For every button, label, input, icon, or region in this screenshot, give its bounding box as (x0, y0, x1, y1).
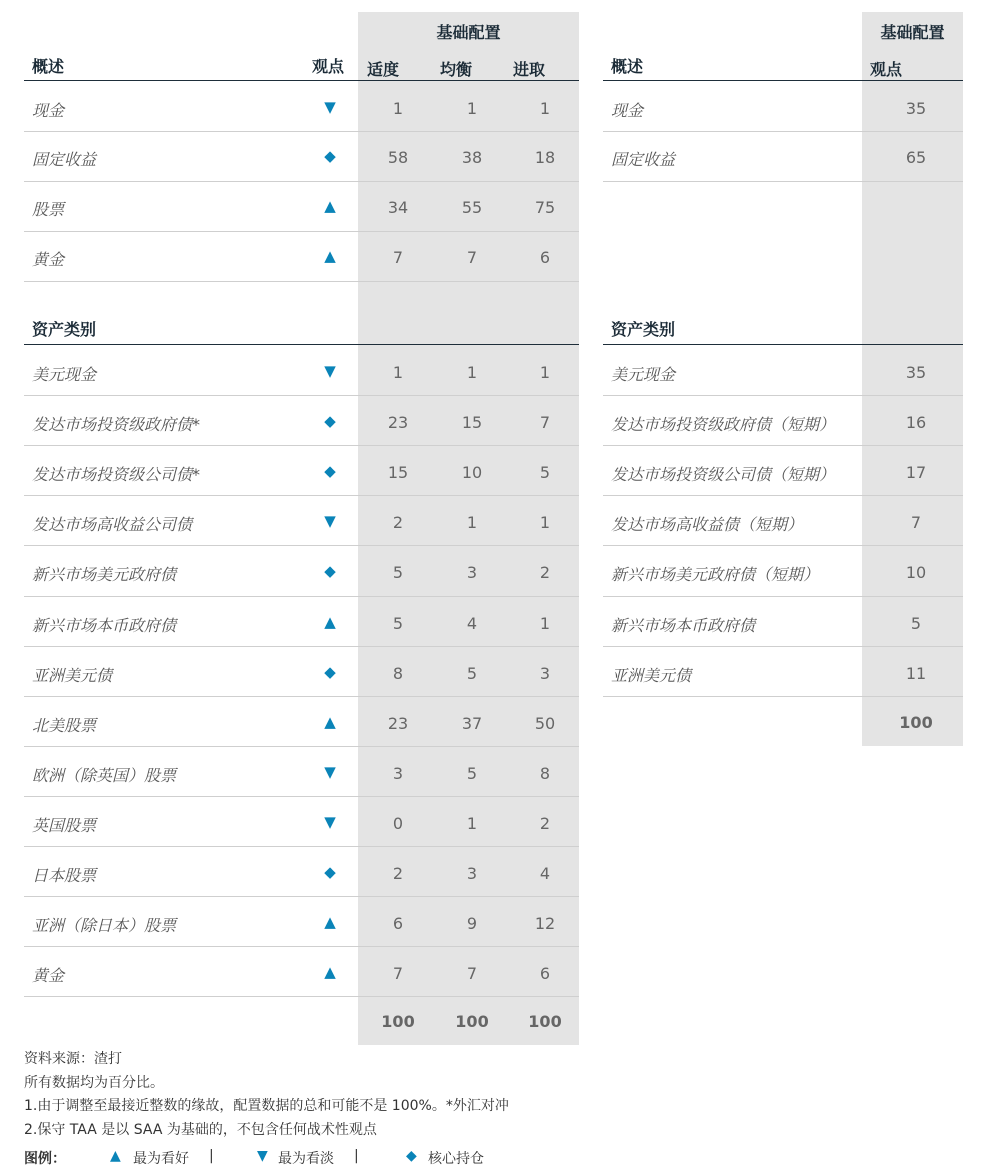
value-conservative: 6 (392, 914, 404, 933)
value-aggressive: 3 (539, 664, 551, 683)
row-label: 发达市场高收益公司债 (32, 515, 193, 534)
row-divider (603, 495, 963, 496)
down-icon: ▼ (324, 813, 336, 831)
value-base: 10 (905, 563, 927, 582)
left-col-view: 观点 (312, 57, 345, 76)
row-divider (24, 395, 579, 396)
value-aggressive: 18 (534, 148, 556, 167)
row-divider (603, 545, 963, 546)
value-conservative: 23 (387, 714, 409, 733)
down-icon: ▼ (324, 362, 336, 380)
taa-note: 2.保守 TAA 是以 SAA 为基础的，不包含任何战术性观点 (24, 1122, 377, 1138)
value-conservative: 8 (392, 664, 404, 683)
diamond-icon: ◆ (324, 663, 336, 681)
row-divider (603, 445, 963, 446)
down-icon: ▼ (324, 98, 336, 116)
left-asset-rule (24, 344, 579, 345)
value-aggressive: 8 (539, 764, 551, 783)
value-aggressive: 2 (539, 563, 551, 582)
up-icon: ▲ (324, 963, 336, 981)
row-divider (603, 646, 963, 647)
row-divider (24, 545, 579, 546)
row-divider (603, 181, 963, 182)
row-label: 黄金 (32, 250, 65, 269)
value-aggressive: 1 (539, 513, 551, 532)
diamond-icon: ◆ (324, 147, 336, 165)
value-conservative: 15 (387, 463, 409, 482)
left-col-summary: 概述 (32, 57, 65, 76)
value-balanced: 5 (466, 764, 478, 783)
row-divider (24, 896, 579, 897)
row-label: 新兴市场本币政府债 (32, 616, 177, 635)
value-conservative: 1 (392, 99, 404, 118)
value-base: 35 (905, 99, 927, 118)
left-col-balanced: 均衡 (440, 60, 473, 79)
value-balanced: 9 (466, 914, 478, 933)
legend-title: 图例： (24, 1151, 66, 1167)
row-label: 新兴市场本币政府债 (611, 616, 756, 635)
legend-separator: | (354, 1148, 359, 1164)
value-base: 35 (905, 363, 927, 382)
up-icon: ▲ (324, 197, 336, 215)
legend (24, 1148, 584, 1170)
up-icon: ▲ (110, 1148, 121, 1164)
row-divider (603, 696, 963, 697)
right-header-rule (603, 80, 963, 81)
value-conservative: 23 (387, 413, 409, 432)
value-base: 11 (905, 664, 927, 683)
value-aggressive: 6 (539, 964, 551, 983)
value-conservative: 0 (392, 814, 404, 833)
value-conservative: 1 (392, 363, 404, 382)
left-col-aggressive: 进取 (513, 60, 546, 79)
row-label: 英国股票 (32, 816, 97, 835)
row-divider (24, 696, 579, 697)
value-aggressive: 4 (539, 864, 551, 883)
value-balanced: 15 (461, 413, 483, 432)
left-group-header: 基础配置 (436, 23, 501, 42)
row-divider (603, 395, 963, 396)
row-label: 亚洲（除日本）股票 (32, 916, 177, 935)
row-label: 发达市场高收益债（短期） (611, 515, 804, 534)
value-balanced: 4 (466, 614, 478, 633)
value-conservative: 3 (392, 764, 404, 783)
legend-up-label: 最为看好 (133, 1151, 189, 1167)
right-total: 100 (899, 713, 933, 732)
row-label: 欧洲（除英国）股票 (32, 766, 177, 785)
right-group-header: 基础配置 (880, 23, 945, 42)
row-label: 发达市场投资级政府债* (32, 415, 201, 434)
value-conservative: 58 (387, 148, 409, 167)
row-label: 黄金 (32, 966, 65, 985)
value-base: 7 (910, 513, 922, 532)
value-aggressive: 1 (539, 99, 551, 118)
up-icon: ▲ (324, 713, 336, 731)
value-conservative: 7 (392, 964, 404, 983)
row-divider (24, 846, 579, 847)
right-asset-header: 资产类别 (611, 320, 676, 339)
value-balanced: 3 (466, 864, 478, 883)
diamond-icon: ◆ (406, 1148, 417, 1164)
right-asset-rule (603, 344, 963, 345)
legend-down-label: 最为看淡 (278, 1151, 334, 1167)
right-col-view: 观点 (870, 60, 903, 79)
row-label: 发达市场投资级公司债（短期） (611, 465, 836, 484)
value-balanced: 1 (466, 814, 478, 833)
value-balanced: 1 (466, 99, 478, 118)
row-label: 美元现金 (611, 365, 676, 384)
legend-separator: | (209, 1148, 214, 1164)
value-balanced: 55 (461, 198, 483, 217)
total-conservative: 100 (381, 1012, 415, 1031)
row-label: 新兴市场美元政府债 (32, 565, 177, 584)
value-base: 5 (910, 614, 922, 633)
row-divider (24, 131, 579, 132)
row-divider (24, 746, 579, 747)
diamond-icon: ◆ (324, 863, 336, 881)
value-aggressive: 12 (534, 914, 556, 933)
row-label: 亚洲美元债 (611, 666, 692, 685)
value-aggressive: 7 (539, 413, 551, 432)
row-label: 股票 (32, 200, 65, 219)
row-divider (24, 646, 579, 647)
row-divider (24, 281, 579, 282)
diamond-icon: ◆ (324, 412, 336, 430)
row-label: 固定收益 (32, 150, 97, 169)
value-balanced: 10 (461, 463, 483, 482)
row-divider (24, 181, 579, 182)
row-label: 美元现金 (32, 365, 97, 384)
row-label: 固定收益 (611, 150, 676, 169)
value-base: 17 (905, 463, 927, 482)
row-divider (603, 131, 963, 132)
value-balanced: 7 (466, 248, 478, 267)
value-balanced: 3 (466, 563, 478, 582)
value-base: 16 (905, 413, 927, 432)
down-icon: ▼ (324, 763, 336, 781)
value-balanced: 1 (466, 363, 478, 382)
diamond-icon: ◆ (324, 462, 336, 480)
up-icon: ▲ (324, 613, 336, 631)
source-note: 资料来源：渣打 (24, 1051, 122, 1067)
row-label: 发达市场投资级公司债* (32, 465, 201, 484)
total-aggressive: 100 (528, 1012, 562, 1031)
value-aggressive: 2 (539, 814, 551, 833)
row-divider (24, 231, 579, 232)
row-label: 新兴市场美元政府债（短期） (611, 565, 820, 584)
row-divider (603, 596, 963, 597)
value-conservative: 5 (392, 614, 404, 633)
value-conservative: 2 (392, 513, 404, 532)
value-aggressive: 6 (539, 248, 551, 267)
value-balanced: 5 (466, 664, 478, 683)
left-header-rule (24, 80, 579, 81)
up-icon: ▲ (324, 247, 336, 265)
percent-note: 所有数据均为百分比。 (24, 1075, 164, 1091)
value-aggressive: 75 (534, 198, 556, 217)
value-aggressive: 5 (539, 463, 551, 482)
row-divider (24, 796, 579, 797)
value-conservative: 2 (392, 864, 404, 883)
value-balanced: 37 (461, 714, 483, 733)
value-conservative: 7 (392, 248, 404, 267)
value-balanced: 7 (466, 964, 478, 983)
down-icon: ▼ (257, 1148, 268, 1164)
value-aggressive: 1 (539, 363, 551, 382)
value-balanced: 38 (461, 148, 483, 167)
right-col-summary: 概述 (611, 57, 644, 76)
value-conservative: 5 (392, 563, 404, 582)
rounding-note: 1.由于调整至最接近整数的缘故，配置数据的总和可能不是 100%。*外汇对冲 (24, 1098, 509, 1114)
row-divider (24, 445, 579, 446)
diamond-icon: ◆ (324, 562, 336, 580)
row-label: 亚洲美元债 (32, 666, 113, 685)
value-balanced: 1 (466, 513, 478, 532)
down-icon: ▼ (324, 512, 336, 530)
row-divider (24, 946, 579, 947)
row-label: 现金 (32, 101, 65, 120)
up-icon: ▲ (324, 913, 336, 931)
row-label: 日本股票 (32, 866, 97, 885)
value-aggressive: 50 (534, 714, 556, 733)
row-divider (24, 495, 579, 496)
left-asset-header: 资产类别 (32, 320, 97, 339)
row-label: 现金 (611, 101, 644, 120)
row-label: 北美股票 (32, 716, 97, 735)
legend-diamond-label: 核心持仓 (428, 1151, 484, 1167)
total-balanced: 100 (455, 1012, 489, 1031)
row-divider (24, 596, 579, 597)
value-conservative: 34 (387, 198, 409, 217)
row-label: 发达市场投资级政府债（短期） (611, 415, 836, 434)
value-aggressive: 1 (539, 614, 551, 633)
row-divider (24, 996, 579, 997)
value-base: 65 (905, 148, 927, 167)
left-col-conservative: 适度 (367, 60, 400, 79)
